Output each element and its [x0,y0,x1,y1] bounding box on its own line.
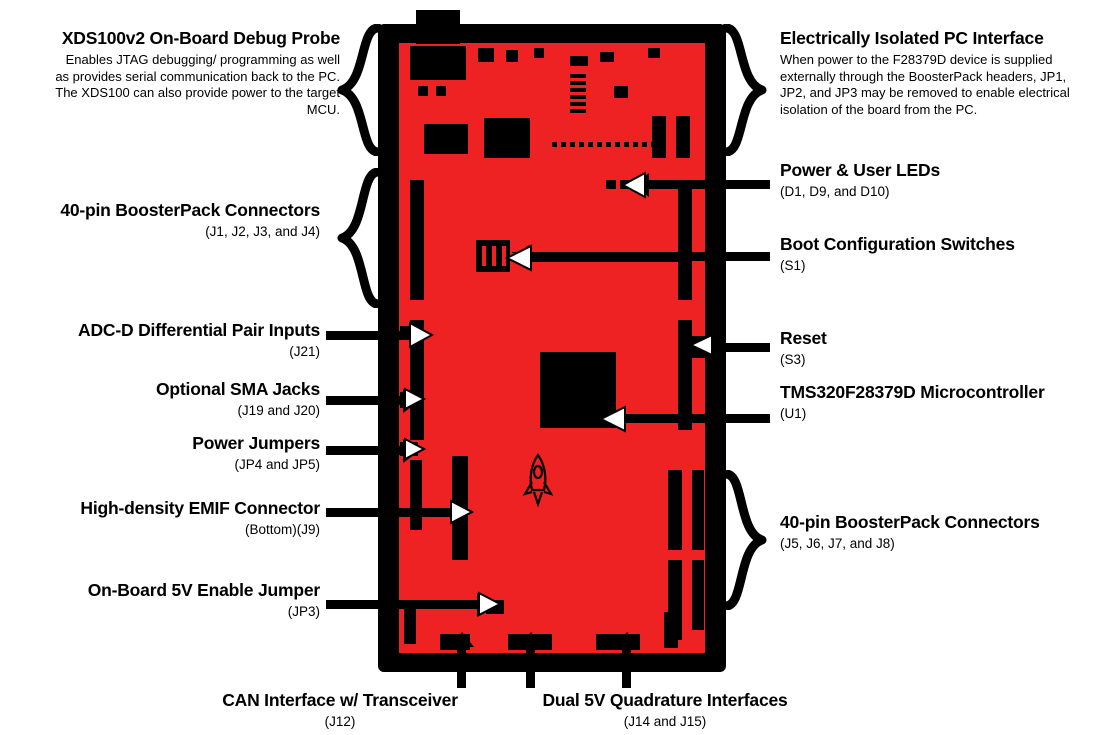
callout-power-and-user-leds [780,160,1090,200]
usb-connector [416,10,460,44]
component-pad [418,86,428,96]
brace-isolated-pc-interface [722,24,768,156]
callout-adc-d-differential-pair-inputs [5,320,320,360]
brace-boosterpack-bottom [722,470,768,610]
callout-tms320f28379d-microcontroller [780,382,1090,422]
callout-reset [780,328,1090,368]
leader-reset [712,343,770,352]
callout-body: Enables JTAG debugging/ programming as well as provides serial communication back to the PC. The XDS100 can also provide power to the target MCU. [55,52,340,117]
callout-booster-pack-connectors-bottom [780,512,1090,552]
arrowhead-mcu [598,404,630,434]
boosterpack-header-j6 [692,470,704,550]
leader-quadrature-j14 [526,646,535,688]
callout-title: Power & User LEDs [780,160,940,180]
callout-high-density-emif-connector [5,498,320,538]
callout-optional-sma-jacks [5,379,320,419]
boosterpack-header-j5 [668,470,682,550]
callout-boot-configuration-switches [780,234,1090,274]
component-pad [600,52,614,62]
component-pad [664,612,678,648]
boosterpack-header-j3 [678,180,692,300]
leader-quadrature-j15 [622,646,631,688]
usb-connector-body [410,46,466,80]
callout-body: When power to the F28379D device is supplied externally through the BoosterPack headers, JP1, JP2, and JP3 may be removed to enable electrical isolation of the board from the PC. [780,52,1070,117]
leader-adc-d [326,331,412,340]
component-pad [478,48,494,62]
callout-on-board-5v-enable-jumper [5,580,320,620]
callout-title: Power Jumpers [192,433,320,453]
callout-title: Dual 5V Quadrature Interfaces [542,690,788,710]
callout-can-interface-with-transceiver [180,690,500,730]
component-pad [506,50,518,62]
callout-power-jumpers [5,433,320,473]
callout-sub: (JP4 and JP5) [234,457,320,472]
callout-title: CAN Interface w/ Transceiver [222,690,458,710]
header-pins [570,74,586,113]
callout-sub: (JP3) [287,604,320,619]
callout-title: Boot Configuration Switches [780,234,1015,254]
leader-can-interface [457,646,466,688]
callout-title: 40-pin BoosterPack Connectors [60,200,320,220]
callout-title: XDS100v2 On-Board Debug Probe [61,28,340,48]
callout-title: Electrically Isolated PC Interface [780,28,1044,48]
component-pad [614,86,628,98]
callout-title: On-Board 5V Enable Jumper [87,580,320,600]
leader-sma-jacks [326,396,404,405]
callout-sub: (S3) [780,352,806,367]
arrowhead-power-user-leds [620,170,650,200]
component-dot-row [552,142,665,147]
callout-sub: (Bottom)(J9) [244,522,320,537]
component-pad [570,56,588,66]
boosterpack-header-j8 [692,560,704,630]
xds-chip [424,124,468,154]
component-pad [436,86,446,96]
callout-sub: (U1) [780,406,807,421]
leader-power-user-leds [648,180,770,189]
callout-sub: (J14 and J15) [623,714,707,729]
callout-sub: (J1, J2, J3, and J4) [205,224,320,239]
callout-xds100v2-debug-probe [55,28,340,118]
brace-boosterpack-top [336,168,382,308]
component-pad [648,48,660,58]
callout-sub: (S1) [780,258,806,273]
rocket-icon [520,452,556,508]
arrowhead-5v-enable-jumper [474,590,502,618]
component-pad [676,116,690,158]
callout-title: High-density EMIF Connector [80,498,320,518]
callout-title: Reset [780,328,827,348]
leader-mcu [624,414,770,423]
callout-sub: (J5, J6, J7, and J8) [780,536,895,551]
callout-title: Optional SMA Jacks [156,379,320,399]
callout-electrically-isolated-pc-interface [780,28,1090,118]
callout-title: 40-pin BoosterPack Connectors [780,512,1040,532]
callout-dual-5v-quadrature-interfaces [500,690,830,730]
component-pad [534,48,544,58]
led-d1 [606,180,616,189]
callout-title: TMS320F28379D Microcontroller [780,382,1045,402]
callout-booster-pack-connectors-top [5,200,320,240]
arrowhead-power-jumpers [400,436,426,462]
switch-slot [482,246,486,266]
arrowhead-sma-jacks [400,386,426,412]
leader-5v-enable-jumper [326,600,478,609]
callout-sub: (J21) [289,344,320,359]
leader-boot-switches [528,252,770,261]
component-pad [410,460,422,530]
arrowhead-reset [688,332,716,358]
ftdi-chip [484,118,530,158]
boosterpack-header-j1 [410,180,424,300]
callout-sub: (J19 and J20) [237,403,320,418]
callout-sub: (D1, D9, and D10) [780,184,890,199]
arrowhead-emif [446,498,474,526]
arrowhead-adc-d [404,320,434,350]
callout-title: ADC-D Differential Pair Inputs [78,320,320,340]
leader-power-jumpers [326,446,404,455]
leader-emif [326,508,454,517]
arrowhead-boot-switches [504,242,536,274]
switch-slot [492,246,496,266]
callout-sub: (J12) [324,714,356,729]
brace-xds100v2 [336,24,382,156]
component-pad [652,116,666,158]
